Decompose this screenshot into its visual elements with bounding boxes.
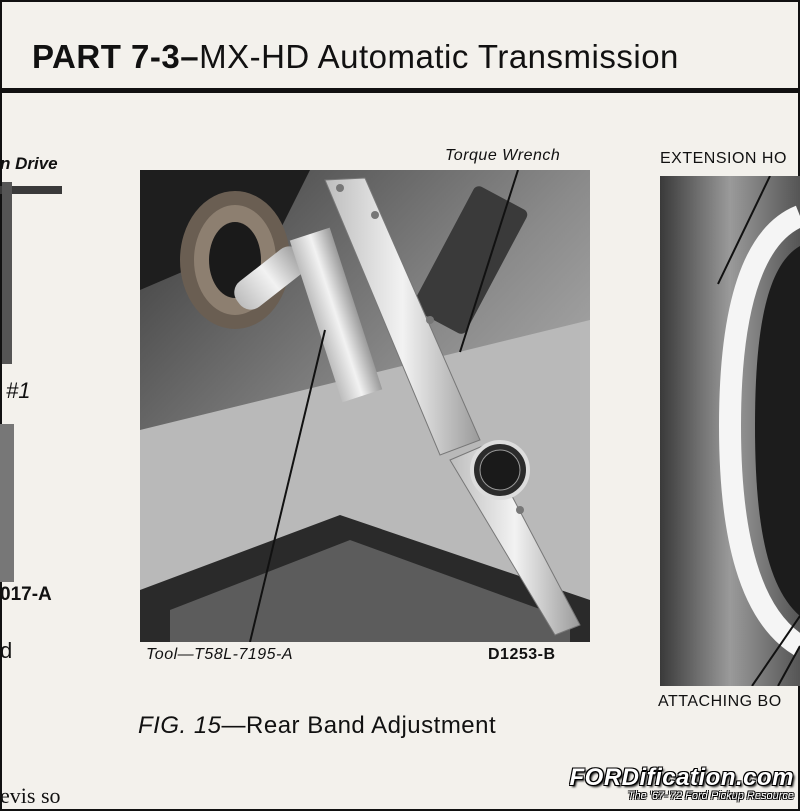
page-header	[32, 38, 679, 76]
left-drive-label: n Drive	[0, 154, 58, 173]
page-title: MX-HD Automatic Transmission	[199, 38, 679, 75]
header-rule	[0, 88, 800, 93]
watermark	[569, 764, 794, 802]
part-number: PART 7-3–	[32, 38, 200, 75]
watermark-subtitle: The '67-'72 Ford Pickup Resource	[627, 790, 794, 802]
figure-title: —Rear Band Adjustment	[221, 712, 497, 739]
figure-caption	[138, 712, 496, 740]
body-text-fragment: evis so	[0, 783, 61, 808]
figure-number: FIG. 15	[138, 712, 222, 739]
left-tool-number: #1	[6, 378, 31, 403]
rear-band-photo	[140, 170, 590, 642]
left-part-number: 017-A	[0, 584, 52, 605]
torque-wrench-label: Torque Wrench	[445, 147, 561, 164]
extension-housing-photo	[660, 176, 800, 686]
tool-number-label: Tool—T58L-7195-A	[146, 646, 294, 663]
tool-socket	[0, 424, 14, 582]
figure-code-label: D1253-B	[488, 646, 556, 663]
watermark-title: FORDification.com	[569, 764, 794, 791]
left-text-fragment: d	[0, 638, 13, 663]
tool-handle-vertical	[2, 182, 12, 364]
extension-housing-label: EXTENSION HO	[660, 150, 787, 167]
attaching-bolts-label: ATTACHING BO	[658, 693, 782, 710]
